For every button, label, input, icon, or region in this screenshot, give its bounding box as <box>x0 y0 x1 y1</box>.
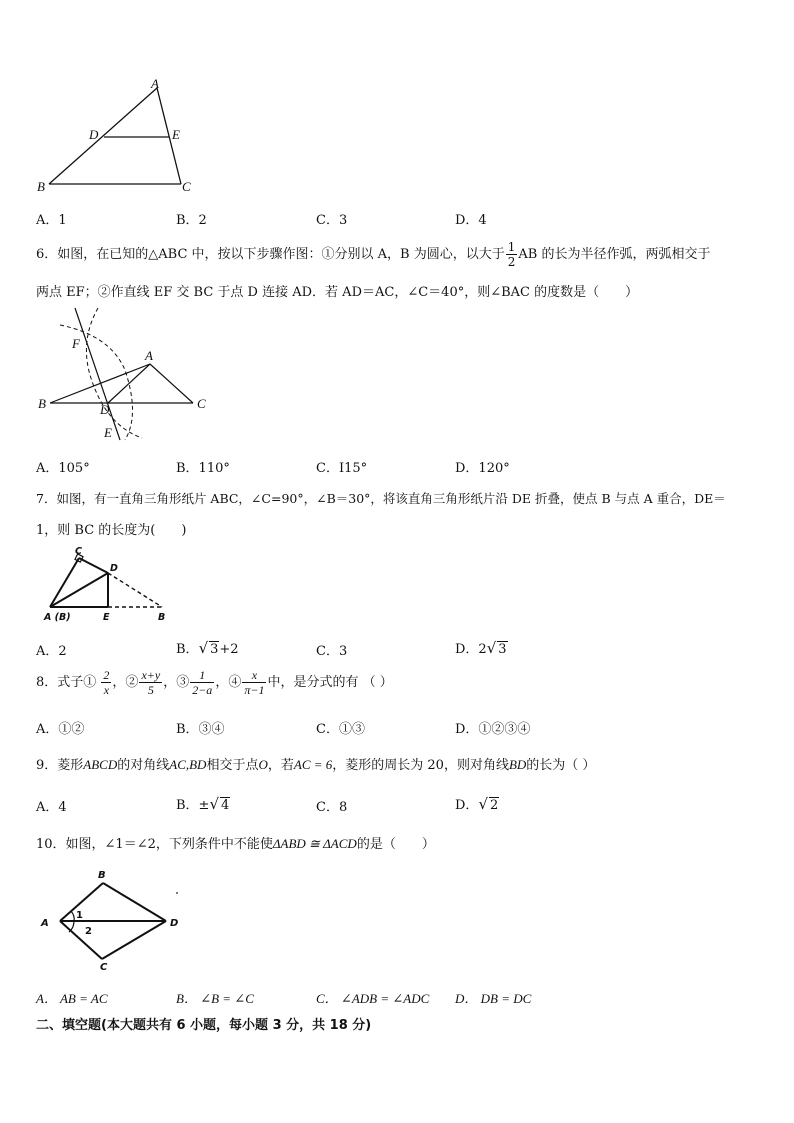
q8-expr-3: $\frac{1}{2-a}$ <box>192 668 213 697</box>
q10-label-a: A <box>41 918 49 929</box>
section-2-heading: 二、填空题(本大题共有 6 小题，每小题 3 分，共 18 分) <box>36 1018 372 1033</box>
q10-option-d: D． DB = DC <box>455 991 532 1006</box>
q6-stem-line1 <box>36 240 710 269</box>
q5-label-c: C <box>182 179 191 194</box>
q8-expr-1: $\frac{2}{x}$ <box>103 668 110 697</box>
q5-label-e: E <box>172 127 180 142</box>
q9-option-b: B．±√ 4 <box>176 795 230 813</box>
q10-stem: 10．如图，∠1＝∠2，下列条件中不能使ΔABD ≅ ΔACD的是（ ） <box>36 836 435 852</box>
q7-label-e: E <box>103 612 110 623</box>
q10-option-c: C． ∠ADB = ∠ADC <box>316 991 430 1006</box>
q6-label-a: A <box>145 348 153 363</box>
q5-triangle-figure <box>30 78 210 198</box>
q5-label-a: A <box>151 78 159 91</box>
q6-stem-line2: 两点 EF；②作直线 EF 交 BC 于点 D 连接 AD．若 AD＝AC，∠C＝40°，则∠BAC 的度数是（ ） <box>36 285 639 300</box>
q6-label-c: C <box>197 396 206 411</box>
q6-label-e: E <box>104 425 112 440</box>
q8-option-c: C．①③ <box>316 722 365 737</box>
q5-option-a: A．1 <box>36 213 67 228</box>
q9-option-c: C．8 <box>316 800 348 815</box>
q10-option-a: A． AB = AC <box>36 991 108 1006</box>
q6-text-a: 6．如图，在已知的△ABC 中，按以下步骤作图：①分别以 A，B 为圆心，以大于 <box>36 247 505 262</box>
q10-kite-figure <box>30 866 190 976</box>
q9-option-d: D．√ 2 <box>455 795 499 813</box>
q7-label-ab: A (B) <box>44 612 71 623</box>
q5-option-d: D．4 <box>455 213 487 228</box>
q8-option-b: B．③④ <box>176 722 225 737</box>
q8-expr-2: $\frac{x+y}{5}$ <box>141 668 161 697</box>
q7-stem-line2: 1，则 BC 的长度为( ) <box>36 523 187 538</box>
q6-option-a: A．105° <box>36 461 90 476</box>
q5-option-b: B．2 <box>176 213 207 228</box>
q6-option-b: B．110° <box>176 461 230 476</box>
q10-option-b: B． ∠B = ∠C <box>176 991 254 1006</box>
q9-option-a: A．4 <box>36 800 67 815</box>
q5-label-b: B <box>37 179 45 194</box>
q10-angle-1: 1 <box>76 910 83 921</box>
q6-option-d: D．120° <box>455 461 510 476</box>
q10-label-c: C <box>100 962 108 973</box>
q7-option-b: B．√ 3+2 <box>176 639 239 657</box>
q7-label-b: B <box>158 612 166 623</box>
q7-fold-figure <box>30 546 180 626</box>
q6-label-f: F <box>72 336 80 351</box>
q7-option-a: A．2 <box>36 644 67 659</box>
q8-stem: 8．式子① $\frac{2}{x}$ ，② $\frac{x+y}{5}$ ，③ $\frac{1}{2-a}$ ，④ $\frac{x}{\pi-1}$ 中，是分式的有 （ ） <box>36 668 393 697</box>
q10-angle-2: 2 <box>85 926 92 937</box>
q8-option-d: D．①②③④ <box>455 722 531 737</box>
q10-label-b: B <box>98 870 106 881</box>
q7-label-c: C <box>75 546 82 557</box>
q6-label-b: B <box>38 396 46 411</box>
q6-construction-figure <box>30 300 220 445</box>
q7-label-d: D <box>110 563 118 574</box>
q6-text-b: AB 的长为半径作弧，两弧相交于 <box>518 247 711 262</box>
q5-label-d: D <box>89 127 99 142</box>
q7-stem-line1: 7．如图，有一直角三角形纸片 ABC，∠C=90°，∠B＝30°，将该直角三角形纸片沿 DE 折叠，使点 B 与点 A 重合，DE＝ <box>36 491 726 506</box>
q9-stem: 9．菱形ABCD的对角线AC,BD相交于点O，若AC = 6，菱形的周长为 20，则对角线BD的长为（ ） <box>36 757 596 773</box>
q8-option-a: A．①② <box>36 722 85 737</box>
q7-option-c: C．3 <box>316 644 348 659</box>
q6-fraction: $\frac{1}{2}$ <box>507 240 516 269</box>
q10-label-d: D <box>170 918 179 929</box>
q8-expr-4: $\frac{x}{\pi-1}$ <box>244 668 265 697</box>
q5-option-c: C．3 <box>316 213 348 228</box>
q6-option-c: C．I15° <box>316 461 368 476</box>
q6-label-d: D <box>100 402 110 417</box>
q7-option-d: D．2√ 3 <box>455 639 507 657</box>
